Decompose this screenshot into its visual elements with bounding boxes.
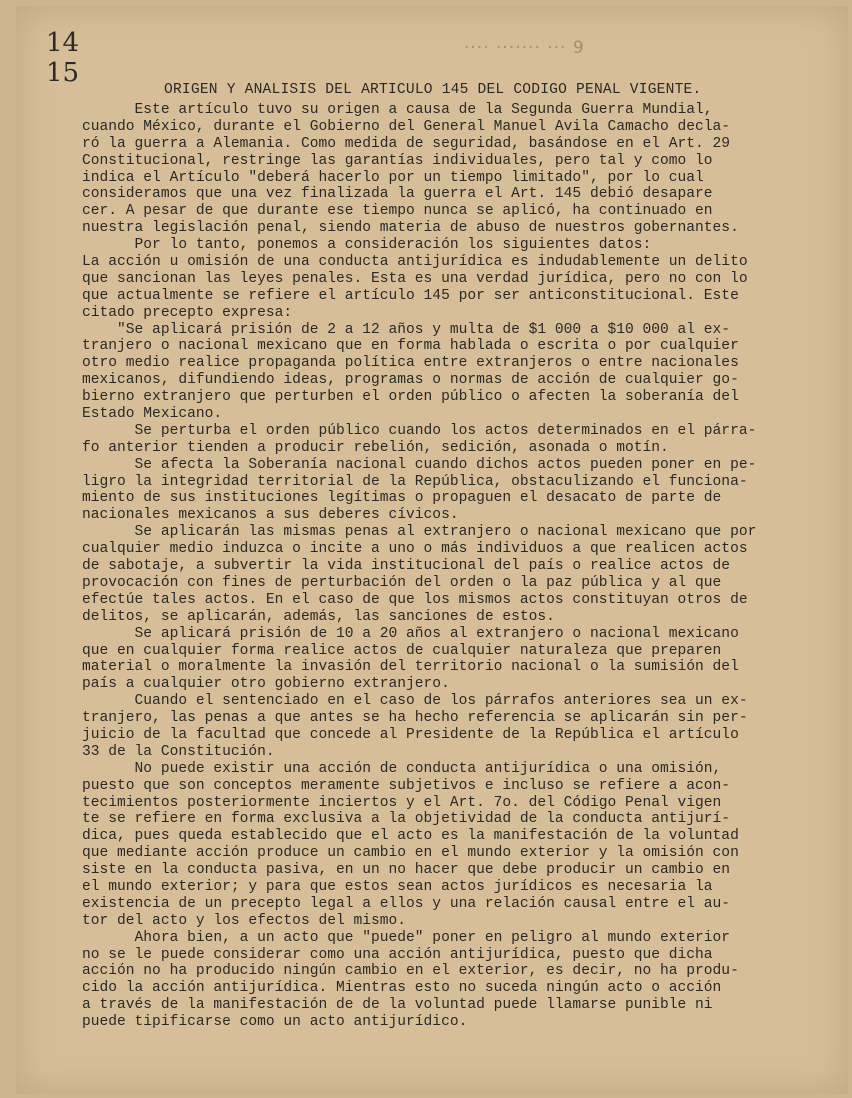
text-line: No puede existir una acción de conducta antijurídica o una omisión,: [82, 760, 722, 777]
text-line: fo anterior tienden a producir rebelión, sedición, asonada o motín.: [82, 439, 669, 456]
margin-handwritten-mark: 1​4 15: [46, 28, 80, 88]
text-line: provocación con fines de perturbación del orden o la paz pública y al que: [82, 574, 722, 591]
document-title: ORIGEN Y ANALISIS DEL ARTICULO 145 DEL CODIGO PENAL VIGENTE.: [164, 82, 702, 98]
text-line: tor del acto y los efectos del mismo.: [82, 912, 407, 929]
text-line: tecimientos posteriormente inciertos y el Art. 7o. del Código Penal vigen: [82, 794, 722, 811]
text-line: La acción u omisión de una conducta antijurídica es indudablemente un delito: [82, 254, 748, 271]
text-line: otro medio realice propaganda política entre extranjeros o entre nacionales: [82, 355, 739, 372]
text-line: cualquier medio induzca o incite a uno o más individuos a que realicen actos: [82, 541, 748, 558]
text-line: Por lo tanto, ponemos a consideración los siguientes datos:: [82, 237, 652, 254]
text-line: existencia de un precepto legal a ellos y una relación causal entre el au-: [82, 895, 731, 912]
faded-header-scrawl: ···· ······· ··· 9: [464, 38, 585, 58]
text-line: que actualmente se refiere el artículo 145 por ser anticonstitucional. Este: [82, 287, 739, 304]
text-line: 33 de la Constitución.: [82, 743, 275, 760]
document-body: [82, 102, 842, 1031]
text-line: Estado Mexicano.: [82, 406, 223, 423]
text-line: miento de sus instituciones legítimas o propaguen el desacato de parte de: [82, 490, 722, 507]
text-line: cido la acción antijurídica. Mientras esto no suceda ningún acto o acción: [82, 980, 722, 997]
text-line: Se aplicarán las mismas penas al extranjero o nacional mexicano que por: [82, 524, 757, 541]
text-line: país a cualquier otro gobierno extranjero.: [82, 676, 450, 693]
text-line: Se perturba el orden público cuando los actos determinados en el párra-: [82, 422, 757, 439]
text-line: de sabotaje, a subvertir la vida institucional del país o realice actos de: [82, 558, 731, 575]
text-line: citado precepto expresa:: [82, 304, 293, 321]
text-line: que en cualquier forma realice actos de cualquier naturaleza que preparen: [82, 642, 722, 659]
text-line: dica, pues queda establecido que el acto es la manifestación de la voluntad: [82, 828, 739, 845]
text-line: nuestra legislación penal, siendo materia de abuso de nuestros gobernantes.: [82, 220, 739, 237]
text-line: tranjero o nacional mexicano que en forma hablada o escrita o por cualquier: [82, 338, 739, 355]
text-line: a través de la manifestación de de la voluntad puede llamarse punible ni: [82, 997, 713, 1014]
text-line: acción no ha producido ningún cambio en el exterior, es decir, no ha produ-: [82, 963, 739, 980]
text-line: ligro la integridad territorial de la República, obstaculizando el funciona-: [82, 473, 748, 490]
text-line: puede tipificarse como un acto antijurídico.: [82, 1014, 468, 1031]
text-line: que sancionan las leyes penales. Esta es una verdad jurídica, pero no con lo: [82, 270, 748, 287]
text-line: Cuando el sentenciado en el caso de los párrafos anteriores sea un ex-: [82, 693, 748, 710]
document-page: [16, 6, 848, 1094]
text-line: Se afecta la Soberanía nacional cuando dichos actos pueden poner en pe-: [82, 456, 757, 473]
text-line: tranjero, las penas a que antes se ha hecho referencia se aplicarán sin per-: [82, 710, 748, 727]
text-line: cuando México, durante el Gobierno del General Manuel Avila Camacho decla-: [82, 118, 731, 135]
text-line: Constitucional, restringe las garantías individuales, pero tal y como lo: [82, 152, 713, 169]
text-line: efectúe tales actos. En el caso de que los mismos actos constituyan otros de: [82, 591, 748, 608]
text-line: Ahora bien, a un acto que "puede" poner en peligro al mundo exterior: [82, 929, 731, 946]
text-line: cer. A pesar de que durante ese tiempo nunca se aplicó, ha continuado en: [82, 203, 713, 220]
text-line: juicio de la facultad que concede al Presidente de la República el artículo: [82, 726, 739, 743]
text-line: que mediante acción produce un cambio en el mundo exterior y la omisión con: [82, 845, 739, 862]
text-line: puesto que son conceptos meramente subjetivos e incluso se refiere a acon-: [82, 777, 731, 794]
text-line: material o moralmente la invasión del territorio nacional o la sumisión del: [82, 659, 739, 676]
text-line: el mundo exterior; y para que estos sean actos jurídicos es necesaria la: [82, 878, 713, 895]
text-line: bierno extranjero que perturben el orden público o afecten la soberanía del: [82, 389, 739, 406]
text-line: siste en la conducta pasiva, en un no hacer que debe producir un cambio en: [82, 862, 731, 879]
text-line: Se aplicará prisión de 10 a 20 años al extranjero o nacional mexicano: [82, 625, 739, 642]
text-line: no se le puede considerar como una acción antijurídica, puesto que dicha: [82, 946, 713, 963]
text-line: "Se aplicará prisión de 2 a 12 años y multa de $1 000 a $10 000 al ex-: [82, 321, 731, 338]
text-line: te se refiere en forma exclusiva a la objetividad de la conducta antijurí-: [82, 811, 731, 828]
text-line: indica el Artículo "deberá hacerlo por un tiempo limitado", por lo cual: [82, 169, 704, 186]
text-line: consideramos que una vez finalizada la guerra el Art. 145 debió desapare: [82, 186, 713, 203]
text-line: mexicanos, difundiendo ideas, programas o normas de acción de cualquier go-: [82, 372, 739, 389]
text-line: delitos, se aplicarán, además, las sanciones de estos.: [82, 608, 555, 625]
text-line: Este artículo tuvo su origen a causa de la Segunda Guerra Mundial,: [82, 102, 713, 118]
text-line: nacionales mexicanos a sus deberes cívicos.: [82, 507, 459, 524]
text-line: ró la guerra a Alemania. Como medida de seguridad, basándose en el Art. 29: [82, 135, 731, 152]
